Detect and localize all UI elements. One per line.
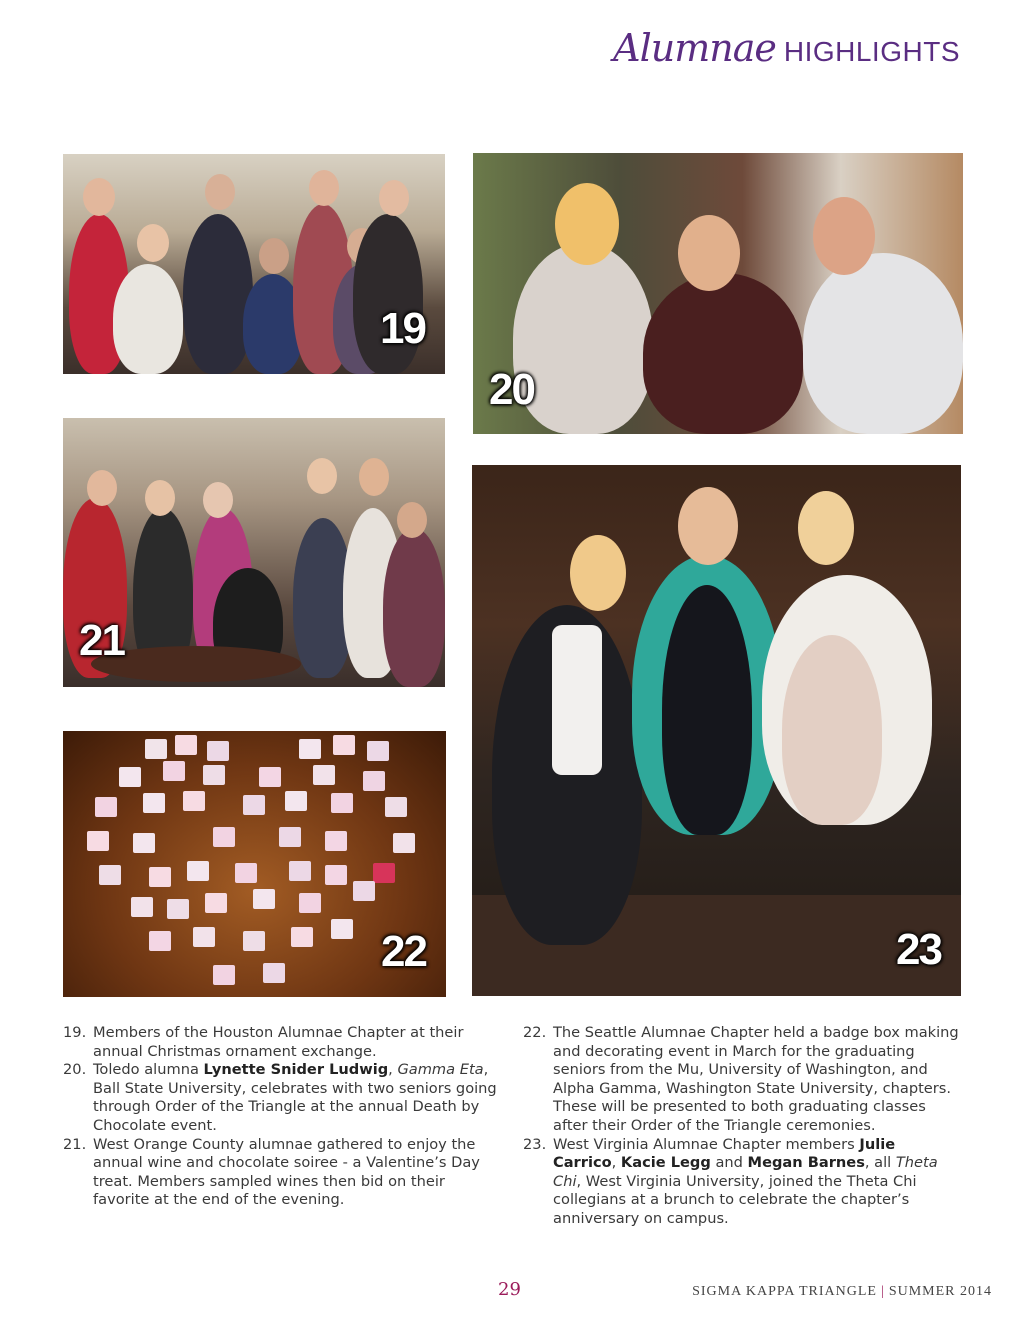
photo-21 <box>63 418 445 687</box>
person-head <box>203 482 233 518</box>
member-name: Kacie Legg <box>620 1154 711 1172</box>
badge-box <box>167 899 189 919</box>
person-head <box>145 480 175 516</box>
caption-text-part: Toledo alumna <box>93 1061 204 1079</box>
badge-box <box>203 765 225 785</box>
caption-number: 22. <box>523 1024 547 1041</box>
badge-box <box>163 761 185 781</box>
badge-box <box>253 889 275 909</box>
person-figure <box>513 243 653 434</box>
badge-box <box>175 735 197 755</box>
caption-text: West Orange County alumnae gathered to enjoy the annual wine and chocolate soiree - a Valentine’s Day treat. Members sampled wines then bid on their favorite at the end of the evening. <box>93 1135 480 1209</box>
caption-text-part: , West Virginia University, joined the Theta Chi collegians at a brunch to celebrate the chapter’s anniversary on campus. <box>553 1172 917 1227</box>
photo-number: 23 <box>896 925 941 974</box>
caption-number: 23. <box>523 1135 547 1153</box>
badge-box <box>325 865 347 885</box>
header-caps-title: HIGHLIGHTS <box>783 36 960 67</box>
badge-box <box>119 767 141 787</box>
badge-box <box>243 795 265 815</box>
issue-label: SUMMER 2014 <box>888 1284 992 1299</box>
badge-box <box>149 931 171 951</box>
badge-box <box>285 791 307 811</box>
caption-number: 19. <box>63 1024 87 1041</box>
caption-text-part: , <box>388 1061 398 1079</box>
badge-box <box>299 739 321 759</box>
member-name: Julie Carrico <box>553 1135 896 1172</box>
badge-box <box>143 793 165 813</box>
photo-23 <box>472 465 961 996</box>
caption-23 <box>523 1136 963 1229</box>
badge-box <box>373 863 395 883</box>
caption-number: 20. <box>63 1061 87 1079</box>
badge-box <box>131 897 153 917</box>
badge-box <box>145 739 167 759</box>
caption-19 <box>63 1024 503 1061</box>
badge-box <box>385 797 407 817</box>
badge-box <box>235 863 257 883</box>
caption-number: 21. <box>63 1135 87 1153</box>
person-figure <box>183 214 253 374</box>
badge-box <box>331 919 353 939</box>
person-figure <box>383 528 445 687</box>
chapter-name: Theta Chi <box>553 1154 938 1190</box>
badge-box <box>353 881 375 901</box>
badge-box <box>95 797 117 817</box>
caption-text <box>93 1061 503 1135</box>
caption-text-part: and <box>710 1154 748 1172</box>
person-head <box>309 170 339 206</box>
caption-22 <box>523 1024 963 1136</box>
badge-box <box>291 927 313 947</box>
badge-box <box>279 827 301 847</box>
captions-right-column <box>523 1024 963 1229</box>
white-top <box>552 625 602 775</box>
badge-box <box>187 861 209 881</box>
photo-number: 19 <box>380 304 425 353</box>
header-script-title: Alumnae <box>613 26 776 70</box>
caption-text: The Seattle Alumnae Chapter held a badge box making and decorating event in March for the graduating seniors from the Mu, University of Washington, and Alpha Gamma, Washington State University, chapters. These will be presented to both graduating classes after their Order of the Triangle ceremonies. <box>553 1024 959 1134</box>
person-head <box>570 535 626 611</box>
page-footer <box>692 1284 992 1300</box>
page-header <box>613 26 960 70</box>
footer-separator: | <box>881 1284 885 1299</box>
person-figure <box>782 635 882 825</box>
captions-left-column <box>63 1024 503 1210</box>
badge-box <box>87 831 109 851</box>
member-name: Lynette Snider Ludwig <box>203 1061 389 1079</box>
badge-box <box>299 893 321 913</box>
caption-text-part: , Ball State University, celebrates with two seniors going through Order of the Triangle at the annual Death by Chocolate event. <box>93 1061 497 1134</box>
badge-box <box>333 735 355 755</box>
person-head <box>307 458 337 494</box>
badge-box <box>259 767 281 787</box>
person-head <box>83 178 115 216</box>
publication-name: SIGMA KAPPA TRIANGLE <box>692 1284 877 1299</box>
badge-box <box>193 927 215 947</box>
person-figure <box>113 264 183 374</box>
member-name: Megan Barnes <box>747 1154 865 1172</box>
badge-box <box>331 793 353 813</box>
person-figure <box>803 253 963 434</box>
caption-text <box>553 1136 963 1229</box>
badge-box <box>133 833 155 853</box>
photo-number: 21 <box>79 616 124 665</box>
badge-box <box>313 765 335 785</box>
badge-box <box>243 931 265 951</box>
badge-box <box>205 893 227 913</box>
caption-text-part: , <box>611 1154 621 1172</box>
chapter-name: Gamma Eta <box>397 1061 484 1079</box>
person-head <box>87 470 117 506</box>
badge-box <box>183 791 205 811</box>
person-head <box>359 458 389 496</box>
person-head <box>813 197 875 275</box>
badge-box <box>213 827 235 847</box>
photo-22 <box>63 731 446 997</box>
caption-21 <box>63 1136 503 1210</box>
person-head <box>678 487 738 565</box>
person-head <box>259 238 289 274</box>
person-head <box>205 174 235 210</box>
person-head <box>379 180 409 216</box>
badge-box <box>213 965 235 985</box>
person-head <box>555 183 619 265</box>
badge-box <box>207 741 229 761</box>
person-figure <box>662 585 752 835</box>
photo-number: 20 <box>489 365 534 414</box>
caption-20 <box>63 1061 503 1135</box>
photo-19 <box>63 154 445 374</box>
page-number: 29 <box>498 1279 521 1300</box>
badge-box <box>263 963 285 983</box>
person-figure <box>643 273 803 434</box>
person-head <box>137 224 169 262</box>
person-head <box>798 491 854 565</box>
caption-text: Members of the Houston Alumnae Chapter at their annual Christmas ornament exchange. <box>93 1024 464 1060</box>
badge-box <box>367 741 389 761</box>
photo-20 <box>473 153 963 434</box>
badge-box <box>99 865 121 885</box>
badge-box <box>363 771 385 791</box>
badge-box <box>289 861 311 881</box>
caption-text-part: , all <box>864 1154 896 1172</box>
caption-text-part: West Virginia Alumnae Chapter members <box>553 1135 860 1153</box>
photo-number: 22 <box>381 927 426 976</box>
badge-box <box>149 867 171 887</box>
badge-box <box>393 833 415 853</box>
badge-box <box>325 831 347 851</box>
person-head <box>678 215 740 291</box>
person-head <box>397 502 427 538</box>
